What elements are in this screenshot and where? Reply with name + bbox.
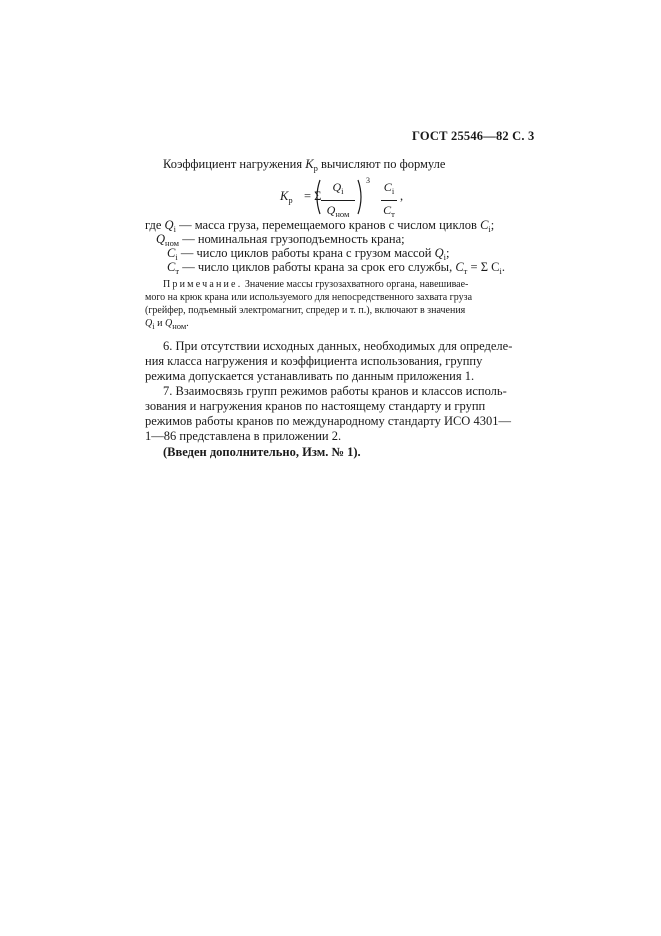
definition-line: где $Q_i$ — масса груза, перемещаемого кранов с числом циклов $C_i$;: [145, 218, 495, 234]
fraction-q-ratio: $Q_i$ $Q_{ном}$: [321, 180, 355, 221]
paragraph-7-line: 7. Взаимосвязь групп режимов работы кранов и классов исполь-: [163, 384, 507, 398]
formula-eq-sum: = Σ: [304, 189, 322, 203]
formula: [280, 178, 470, 218]
note-line: мого на крюк крана или используемого для непосредственного захвата груза: [145, 292, 473, 303]
paragraph-7-line: зования и нагружения кранов по настоящему стандарту и групп: [145, 399, 486, 413]
intro-line: [163, 157, 445, 176]
paragraph-6-line: 6. При отсутствии исходных данных, необходимых для определе-: [163, 339, 513, 353]
amendment-note: (Введен дополнительно, Изм. № 1).: [163, 445, 361, 459]
note-line: $Q_i$ и $Q_{ном}$.: [145, 318, 189, 331]
intro-text-end: вычисляют по формуле: [317, 157, 446, 171]
paragraph-7-line: 1—86 представлена в приложении 2.: [145, 429, 342, 443]
paragraph-6-line: ния класса нагружения и коэффициента использования, группу: [145, 354, 483, 368]
note-line: Примечание. Значение массы грузозахватного органа, навешивае-: [163, 279, 469, 290]
definition-line: $C_т$ — число циклов работы крана за срок его службы, $C_т = \Sigma$ $C_i$.: [167, 260, 505, 276]
page-header: ГОСТ 25546—82 С. 3: [412, 129, 535, 143]
note-line: (грейфер, подъемный электромагнит, спредер и т. п.), включают в значения: [145, 305, 466, 316]
formula-exponent: 3: [366, 176, 370, 185]
definition-line: $Q_{ном}$ — номинальная грузоподъемность крана;: [156, 232, 405, 248]
kp-symbol: K: [305, 157, 314, 171]
formula-comma: ,: [400, 189, 404, 203]
kp-subscript: p: [313, 163, 318, 173]
fraction-c-ratio: $C_i$ $C_т$: [381, 180, 397, 221]
definition-line: $C_i$ — число циклов работы крана с грузом массой $Q_i$;: [167, 246, 450, 262]
formula-lhs: $K_p$: [280, 189, 293, 205]
paragraph-7-line: режимов работы кранов по международному стандарту ИСО 4301—: [145, 414, 511, 428]
note-label: Примечание.: [163, 279, 243, 290]
paragraph-6-line: режима допускается устанавливать по данным приложения 1.: [145, 369, 475, 383]
intro-text: Коэффициент нагружения: [163, 157, 306, 171]
